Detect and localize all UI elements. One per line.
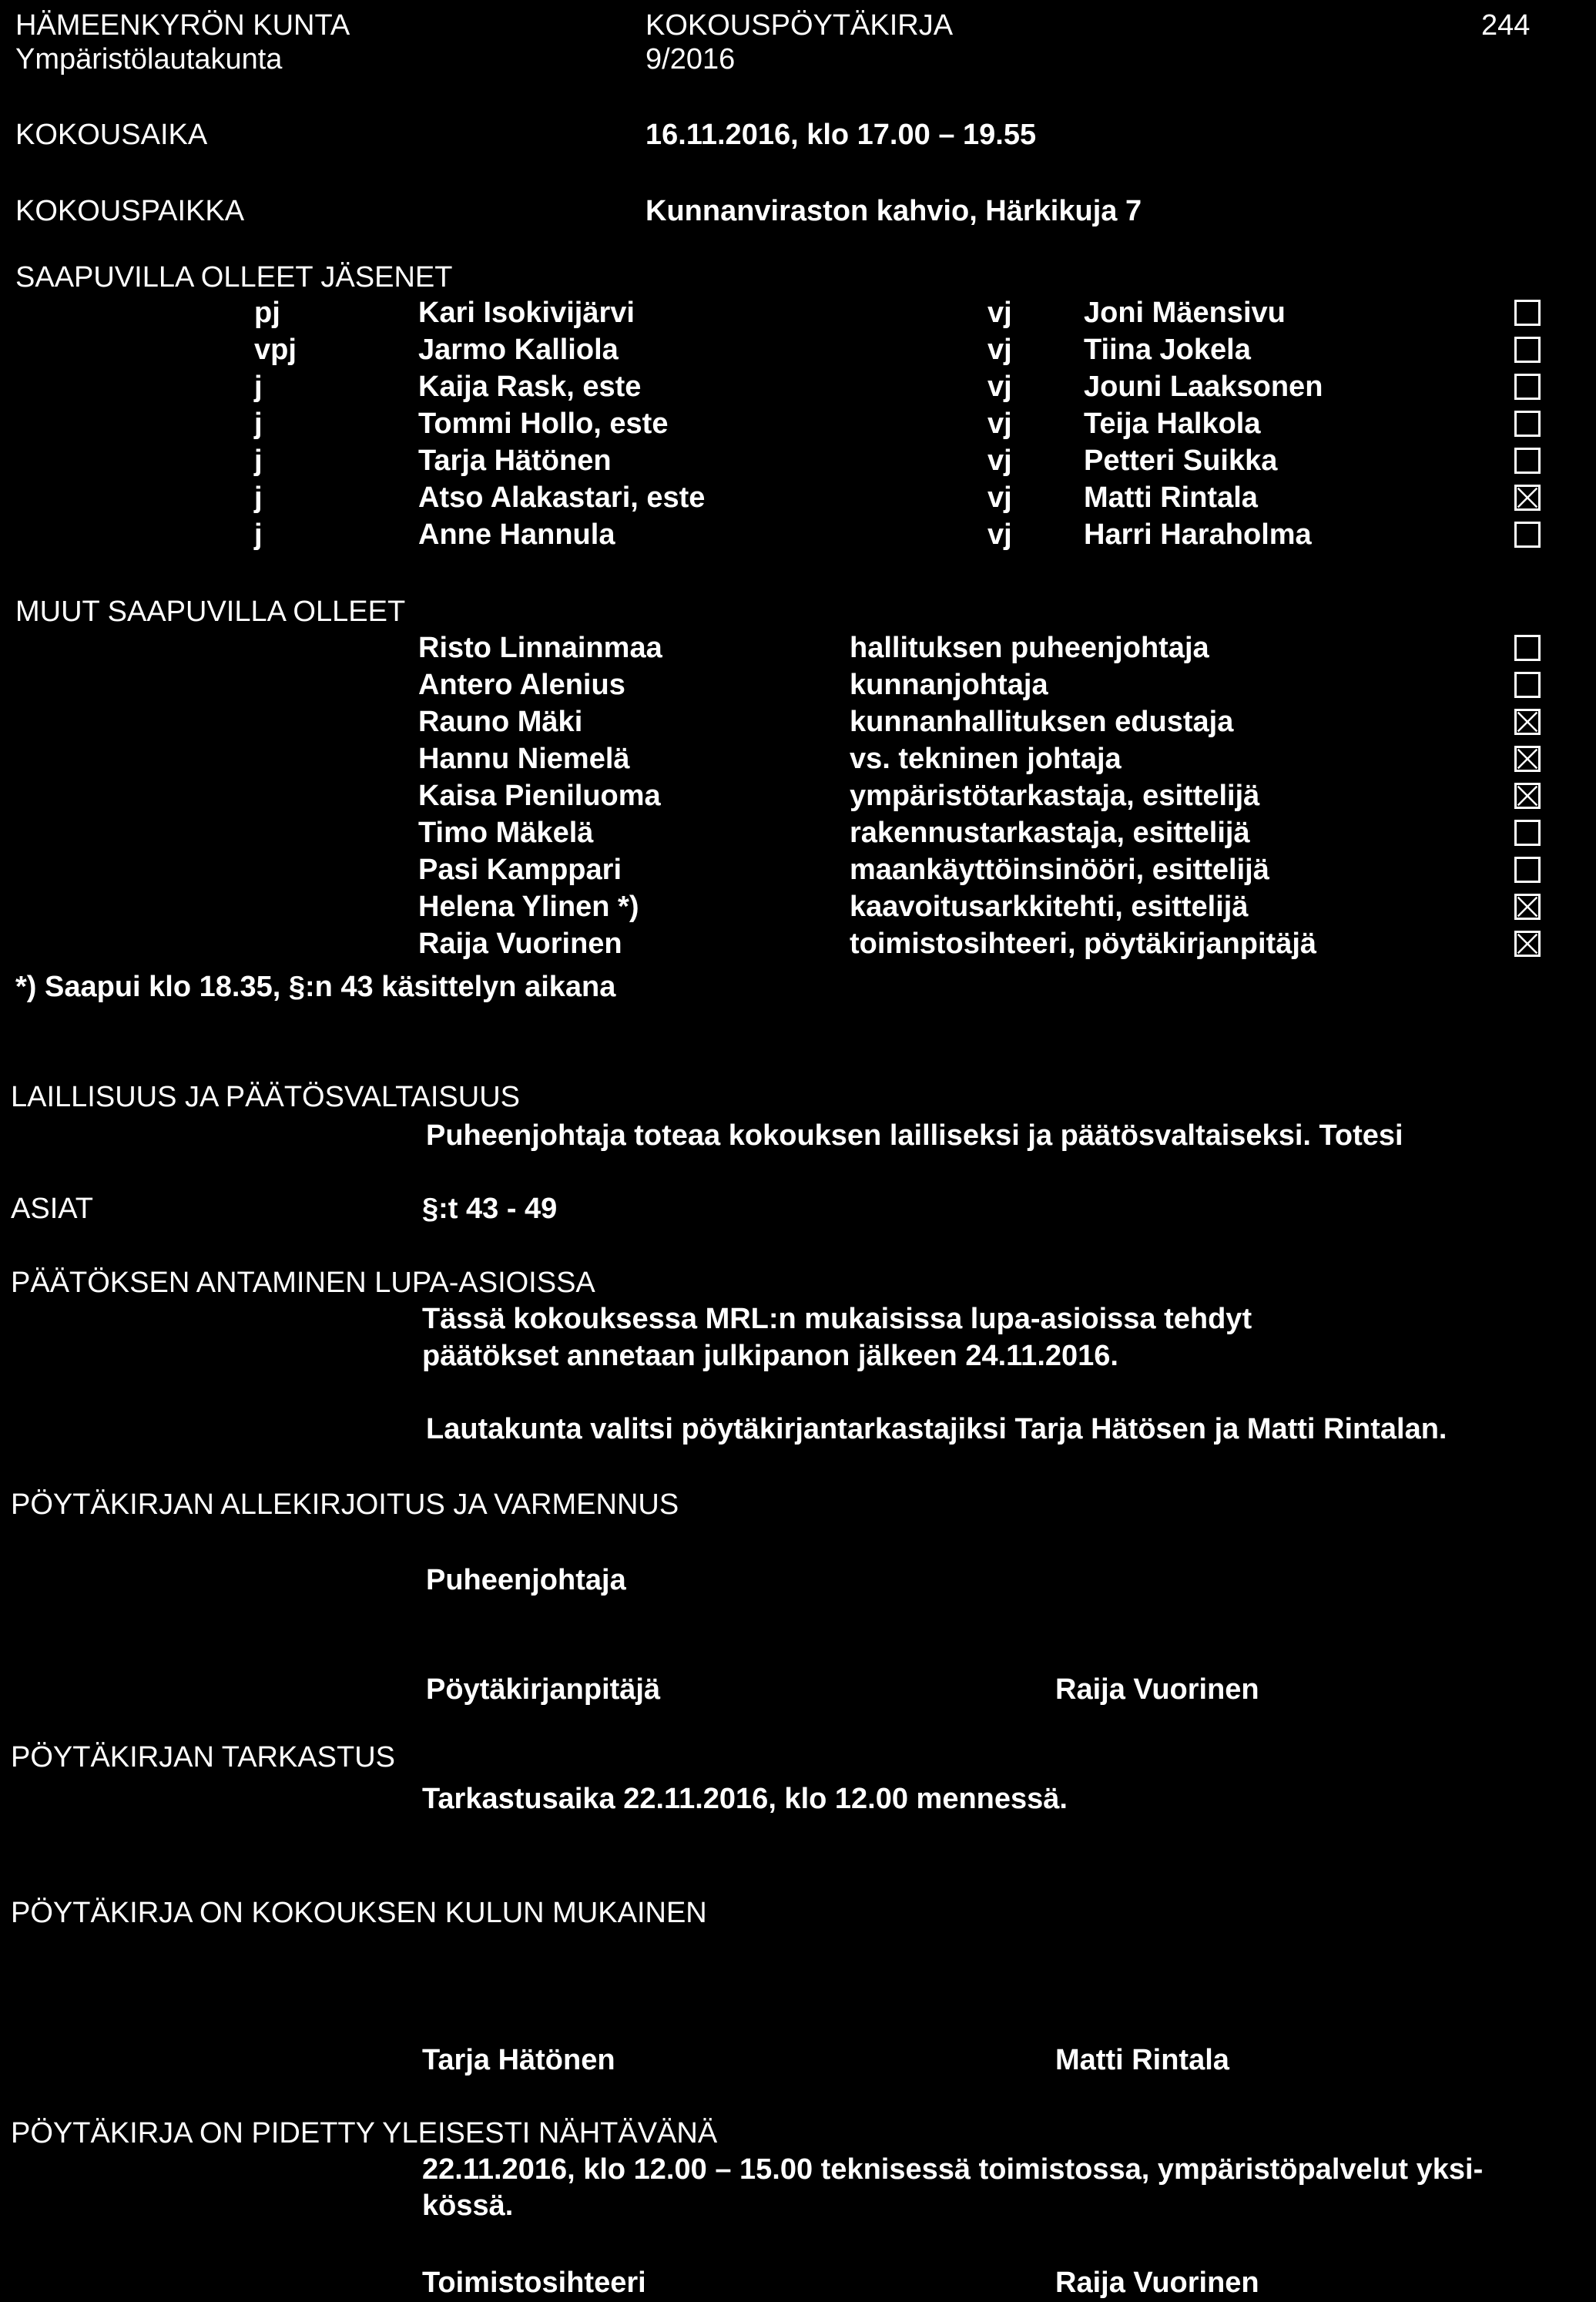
attendee-title: kaavoitusarkkitehti, esittelijä: [850, 891, 1249, 923]
deputy-role: vj: [987, 297, 1012, 329]
attendee-checkbox: [1514, 672, 1541, 698]
inspector-2-name: Matti Rintala: [1055, 2044, 1229, 2076]
arrival-footnote: *) Saapui klo 18.35, §:n 43 käsittelyn aikana: [15, 971, 616, 1003]
attendee-checkbox: [1514, 820, 1541, 846]
attendee-title: kunnanjohtaja: [850, 669, 1048, 701]
member-name: Kari Isokivijärvi: [418, 297, 635, 329]
decisions-heading: PÄÄTÖKSEN ANTAMINEN LUPA-ASIOISSA: [11, 1267, 595, 1299]
deputy-role: vj: [987, 482, 1012, 514]
member-checkbox: [1514, 337, 1541, 363]
attendee-checkbox: [1514, 635, 1541, 661]
attendee-checkbox: [1514, 857, 1541, 883]
member-name: Tommi Hollo, este: [418, 408, 669, 440]
attendee-name: Rauno Mäki: [418, 706, 583, 738]
attendee-name: Kaisa Pieniluoma: [418, 780, 661, 812]
deputy-role: vj: [987, 408, 1012, 440]
deputy-name: Teija Halkola: [1084, 408, 1261, 440]
signature-heading: PÖYTÄKIRJAN ALLEKIRJOITUS JA VARMENNUS: [11, 1488, 679, 1521]
member-role: pj: [254, 297, 280, 329]
member-checkbox: [1514, 485, 1541, 511]
conformity-heading: PÖYTÄKIRJA ON KOKOUKSEN KULUN MUKAINEN: [11, 1897, 707, 1929]
member-name: Atso Alakastari, este: [418, 482, 706, 514]
checkmark-x-icon: [1517, 933, 1538, 955]
attendee-checkbox: [1514, 783, 1541, 809]
deputy-name: Tiina Jokela: [1084, 334, 1251, 366]
matters-value: §:t 43 - 49: [422, 1193, 558, 1225]
member-name: Tarja Hätönen: [418, 445, 612, 477]
secretary-name: Raija Vuorinen: [1055, 1673, 1259, 1706]
decisions-line-2: päätökset annetaan julkipanon jälkeen 24.11.2016.: [422, 1340, 1118, 1372]
member-role: vpj: [254, 334, 297, 366]
attendee-title: kunnanhallituksen edustaja: [850, 706, 1234, 738]
deputy-name: Harri Haraholma: [1084, 518, 1312, 551]
checkmark-x-icon: [1517, 896, 1538, 918]
member-checkbox: [1514, 374, 1541, 400]
decisions-line-1: Tässä kokouksessa MRL:n mukaisissa lupa-asioissa tehdyt: [422, 1303, 1252, 1335]
matters-label: ASIAT: [11, 1193, 93, 1225]
deputy-name: Joni Mäensivu: [1084, 297, 1286, 329]
members-heading: SAAPUVILLA OLLEET JÄSENET: [15, 261, 453, 294]
checkmark-x-icon: [1517, 748, 1538, 770]
public-signer-label: Toimistosihteeri: [422, 2267, 646, 2299]
deputy-name: Matti Rintala: [1084, 482, 1258, 514]
member-role: j: [254, 408, 263, 440]
checkmark-x-icon: [1517, 711, 1538, 733]
meeting-time-value: 16.11.2016, klo 17.00 – 19.55: [645, 119, 1037, 151]
member-role: j: [254, 518, 263, 551]
checkmark-x-icon: [1517, 785, 1538, 807]
attendee-title: maankäyttöinsinööri, esittelijä: [850, 854, 1269, 886]
meeting-place-value: Kunnanviraston kahvio, Härkikuja 7: [645, 195, 1142, 227]
legality-text: Puheenjohtaja toteaa kokouksen lailliseksi ja päätösvaltaiseksi. Totesi: [426, 1119, 1403, 1152]
attendee-title: toimistosihteeri, pöytäkirjanpitäjä: [850, 928, 1317, 960]
attendee-name: Raija Vuorinen: [418, 928, 622, 960]
deputy-role: vj: [987, 334, 1012, 366]
member-role: j: [254, 445, 263, 477]
attendee-title: vs. tekninen johtaja: [850, 743, 1122, 775]
page-number: 244: [1481, 9, 1531, 42]
deputy-role: vj: [987, 371, 1012, 403]
attendee-name: Risto Linnainmaa: [418, 632, 662, 664]
member-role: j: [254, 482, 263, 514]
member-role: j: [254, 371, 263, 403]
public-line-2: kössä.: [422, 2190, 514, 2222]
attendee-checkbox: [1514, 746, 1541, 772]
attendee-title: ympäristötarkastaja, esittelijä: [850, 780, 1260, 812]
attendee-name: Helena Ylinen *): [418, 891, 639, 923]
attendee-name: Hannu Niemelä: [418, 743, 630, 775]
member-checkbox: [1514, 448, 1541, 474]
member-name: Jarmo Kalliola: [418, 334, 619, 366]
deputy-role: vj: [987, 518, 1012, 551]
meeting-time-label: KOKOUSAIKA: [15, 119, 208, 151]
inspection-heading: PÖYTÄKIRJAN TARKASTUS: [11, 1741, 396, 1773]
public-heading: PÖYTÄKIRJA ON PIDETTY YLEISESTI NÄHTÄVÄNÄ: [11, 2117, 718, 2149]
secretary-label: Pöytäkirjanpitäjä: [426, 1673, 661, 1706]
attendee-name: Pasi Kamppari: [418, 854, 622, 886]
checkmark-x-icon: [1517, 487, 1538, 508]
attendee-checkbox: [1514, 894, 1541, 920]
deputy-name: Petteri Suikka: [1084, 445, 1278, 477]
member-checkbox: [1514, 411, 1541, 437]
deputy-name: Jouni Laaksonen: [1084, 371, 1323, 403]
meeting-place-label: KOKOUSPAIKKA: [15, 195, 245, 227]
document-type: KOKOUSPÖYTÄKIRJA: [645, 9, 954, 42]
public-signer-name: Raija Vuorinen: [1055, 2267, 1259, 2299]
inspectors-text: Lautakunta valitsi pöytäkirjantarkastajiksi Tarja Hätösen ja Matti Rintalan.: [426, 1413, 1447, 1445]
attendee-name: Timo Mäkelä: [418, 817, 594, 849]
member-checkbox: [1514, 522, 1541, 548]
member-checkbox: [1514, 300, 1541, 326]
attendee-title: hallituksen puheenjohtaja: [850, 632, 1209, 664]
inspection-text: Tarkastusaika 22.11.2016, klo 12.00 mennessä.: [422, 1783, 1068, 1815]
member-name: Anne Hannula: [418, 518, 615, 551]
member-name: Kaija Rask, este: [418, 371, 642, 403]
attendee-title: rakennustarkastaja, esittelijä: [850, 817, 1250, 849]
attendee-checkbox: [1514, 931, 1541, 957]
public-line-1: 22.11.2016, klo 12.00 – 15.00 teknisessä toimistossa, ympäristöpalvelut yksi-: [422, 2153, 1484, 2186]
board-name: Ympäristölautakunta: [15, 43, 283, 76]
others-heading: MUUT SAAPUVILLA OLLEET: [15, 596, 406, 628]
legality-heading: LAILLISUUS JA PÄÄTÖSVALTAISUUS: [11, 1081, 521, 1113]
deputy-role: vj: [987, 445, 1012, 477]
attendee-name: Antero Alenius: [418, 669, 625, 701]
chair-label: Puheenjohtaja: [426, 1564, 626, 1596]
attendee-checkbox: [1514, 709, 1541, 735]
municipality-name: HÄMEENKYRÖN KUNTA: [15, 9, 350, 42]
inspector-1-name: Tarja Hätönen: [422, 2044, 615, 2076]
document-number: 9/2016: [645, 43, 736, 76]
